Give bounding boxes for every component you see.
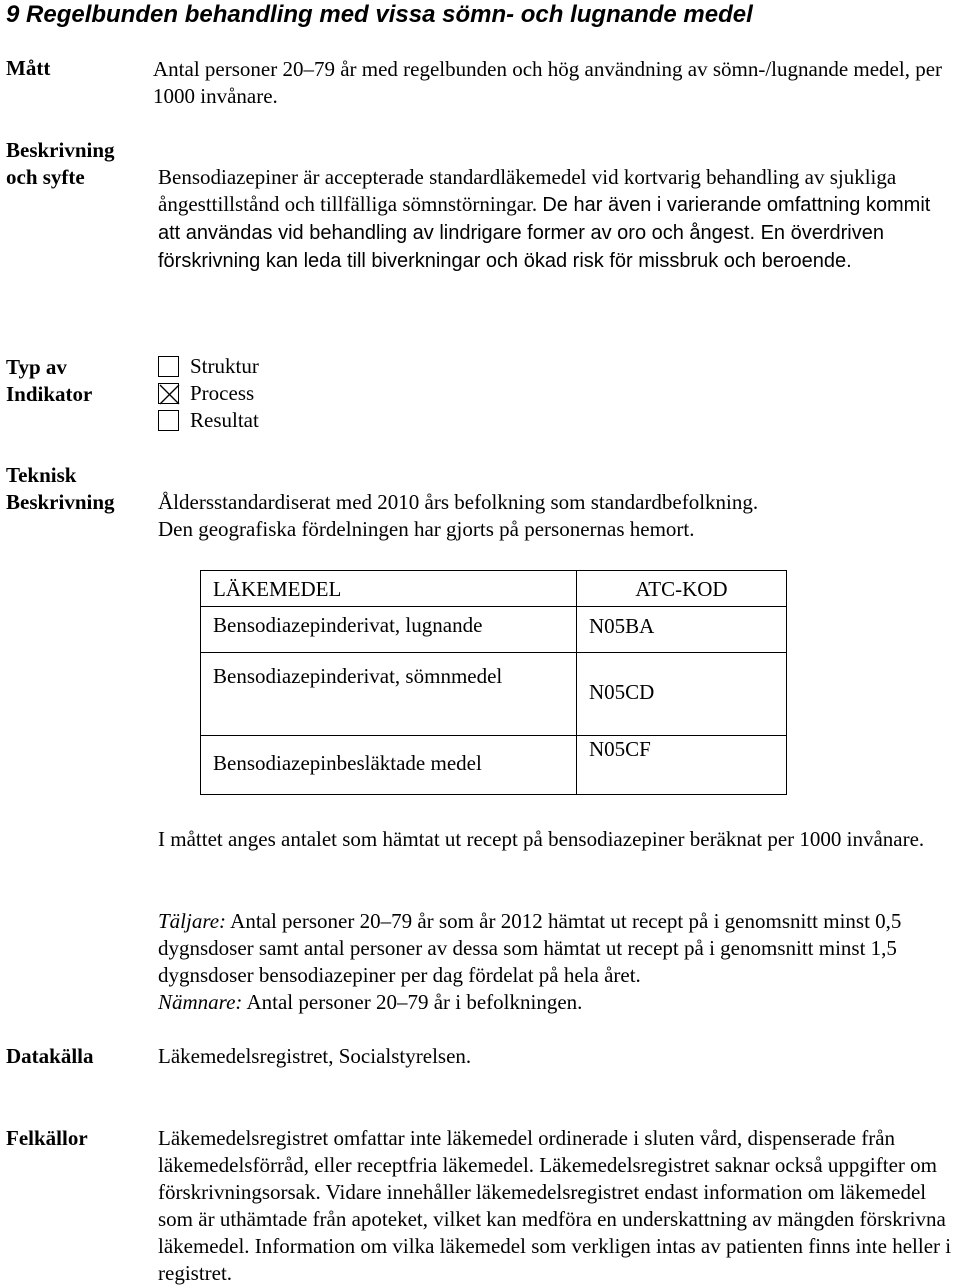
beskrivning-text-sans: De har även i varierande omfattning kommit att användas vid behandling av lindrigare former av oro och ångest. En överdriven förskrivning kan leda till biverkningar och ökad risk för missbruk och beroende. [158, 194, 931, 272]
felkallor-text: Läkemedelsregistret omfattar inte läkemedel ordinerade i sluten vård, dispenserade från läkemedelsförråd, eller receptfria läkemedel. Läkemedelsregistret saknar också uppgifter om förskrivningsorsak. Vidare innehåller läkemedelsregistret endast information om läkemedel som är uthämtade från apoteket, vilket kan medföra en underskattning av mängden förskrivna läkemedel. Information om vilka läkemedel som verkligen intas av patienten finns inte heller i registret. [158, 1126, 952, 1285]
table-header-row [201, 571, 787, 607]
header-lakemedel: LÄKEMEDEL [201, 571, 577, 607]
taljare-block [158, 908, 960, 989]
namnare-block [158, 989, 958, 1016]
matt-note: I måttet anges antalet som hämtat ut recept på bensodiazepiner beräknat per 1000 invånare. [158, 827, 925, 851]
option-struktur: Struktur [158, 353, 259, 380]
namnare-label: Nämnare: [158, 990, 243, 1014]
taljare-label: Täljare: [158, 909, 227, 933]
table-row: Bensodiazepinderivat, lugnande N05BA [201, 607, 787, 653]
beskrivning-text-serif: Bensodiazepiner är accepterade standardläkemedel vid kortvarig behandling av sjukliga ångesttillstånd och tillfälliga sömnstörningar. [158, 165, 897, 216]
beskrivning-text [158, 164, 958, 275]
checkbox-resultat-unchecked [158, 410, 179, 431]
page-title: 9 Regelbunden behandling med vissa sömn- och lugnande medel [6, 1, 753, 28]
label-matt: Mått [6, 56, 51, 80]
datakalla-text: Läkemedelsregistret, Socialstyrelsen. [158, 1044, 472, 1068]
table-row: Bensodiazepinbesläktade medel N05CF [201, 736, 787, 795]
namnare-text: Antal personer 20–79 år i befolkningen. [242, 990, 583, 1014]
table-row: Bensodiazepinderivat, sömnmedel N05CD [201, 653, 787, 736]
header-atc-kod: ATC-KOD [577, 571, 787, 607]
taljare-text: Antal personer 20–79 år som år 2012 hämtat ut recept på i genomsnitt minst 0,5 dygnsdoser samt antal personer av dessa som hämtat ut recept på i genomsnitt minst 1,5 dygnsdoser bensodiazepiner per dag fördelat på hela året. [158, 909, 902, 987]
option-process: Process [158, 380, 254, 407]
check-cross-icon [159, 384, 180, 405]
label-typ-av-indikator: Typ av Indikator [6, 355, 93, 406]
teknisk-text: Åldersstandardiserat med 2010 års befolkning som standardbefolkning. Den geografiska fördelningen har gjorts på personernas hemort. [158, 490, 759, 541]
label-felkallor: Felkällor [6, 1126, 88, 1150]
checkbox-struktur-unchecked [158, 356, 179, 377]
atc-table [200, 570, 787, 795]
option-resultat: Resultat [158, 407, 259, 434]
matt-text: Antal personer 20–79 år med regelbunden och hög användning av sömn-/lugnande medel, per 1000 invånare. [153, 57, 943, 108]
checkbox-process-checked [158, 383, 179, 404]
label-beskrivning: Beskrivning och syfte [6, 138, 115, 189]
label-teknisk-beskrivning: Teknisk Beskrivning [6, 463, 115, 514]
label-datakalla: Datakälla [6, 1044, 94, 1068]
